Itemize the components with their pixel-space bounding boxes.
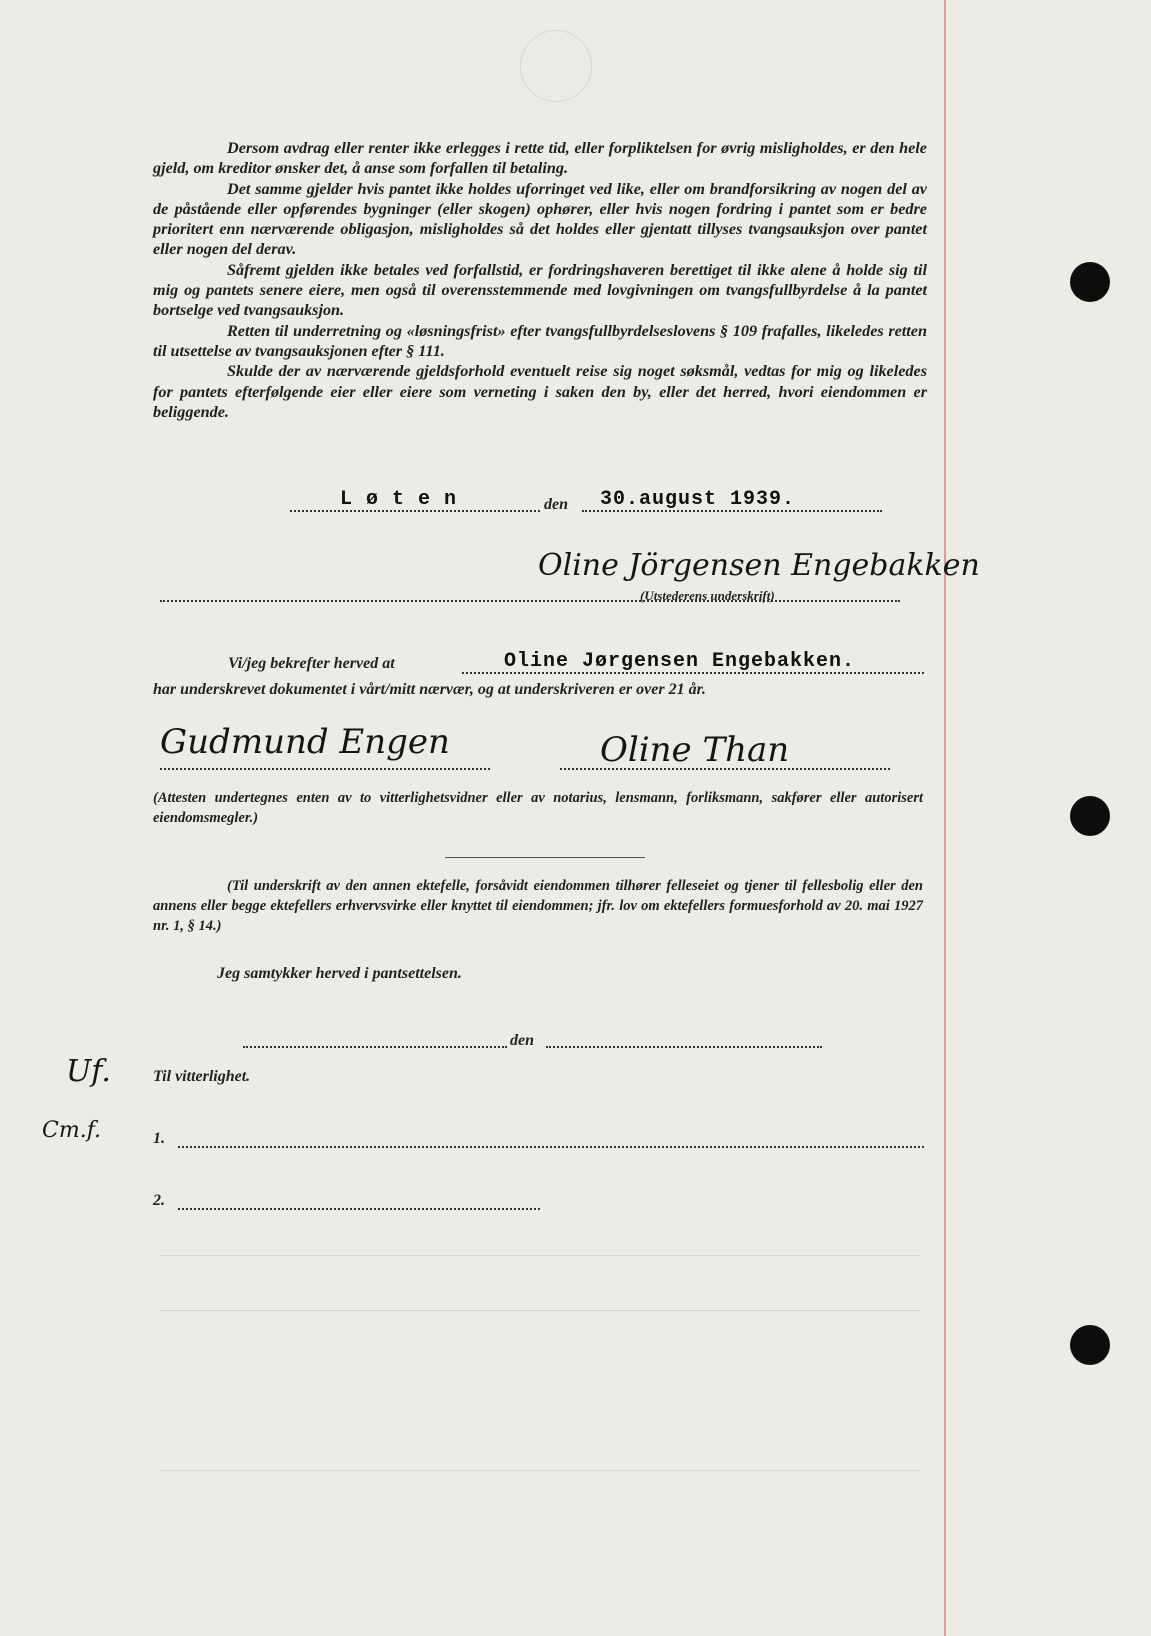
witness-signature-1: Gudmund Engen [160, 722, 450, 762]
clause-5: Skulde der av nærværende gjeldsforhold eventuelt reise sig noget søksmål, vedtas for mig og likeledes for pantets efterfølgende eier eller eiere som verneting i saken den by, eller det herred, hvori eiendommen er beliggende. [153, 362, 927, 421]
vitterlighet-line-1 [178, 1146, 924, 1148]
issuer-dotted-line [160, 600, 900, 602]
punch-hole-top [1070, 262, 1110, 302]
bleed-line-3 [160, 1470, 920, 1471]
spouse-note-text: (Til underskrift av den annen ektefelle, forsåvidt eiendommen tilhører felleseiet og tjener til fellesbolig eller den annens eller begge ektefellers erhvervsvirke eller knyttet til eiendommen; jfr. lov om ektefellers formuesforhold av 20. mai 1927 nr. 1, § 14.) [153, 878, 923, 934]
margin-note-1: Uf. [66, 1054, 111, 1089]
witness-1-dotted-line [160, 768, 490, 770]
blank-place-line [243, 1046, 507, 1048]
bleed-through-stamp [520, 30, 592, 102]
witness-note [153, 788, 923, 828]
place-typed: L ø t e n [340, 488, 458, 511]
clause-2: Det samme gjelder hvis pantet ikke holdes uforringet ved like, eller om brandforsikring av nogen del av de påstående eller opførendes bygninger (eller skogen) ophører, eller hvis nogen fordring i pantet som er bedre prioritert enn nærværende obligasjon, misligholdes så det holdes eller gjentatt tillyses tvangsauksjon over pantet eller nogen del derav. [153, 179, 927, 259]
den-label: den [544, 496, 568, 513]
consent-text: Jeg samtykker herved i pantsettelsen. [217, 965, 462, 982]
margin-note-2: Cm.f. [42, 1118, 102, 1143]
vitterlighet-line-2 [178, 1208, 540, 1210]
witness-2-dotted-line [560, 768, 890, 770]
red-margin-line [944, 0, 946, 1636]
den2-label: den [510, 1032, 534, 1049]
date-typed: 30.august 1939. [600, 488, 796, 511]
separator-line [445, 857, 645, 858]
vitterlighet-title: Til vitterlighet. [153, 1068, 251, 1085]
punch-hole-middle [1070, 796, 1110, 836]
witness-number-2: 2. [153, 1192, 165, 1209]
terms-clauses [153, 138, 927, 422]
issuer-caption: (Utstederens underskrift) [640, 588, 775, 603]
blank-date-line [546, 1046, 822, 1048]
issuer-signature: Oline Jörgensen Engebakken [538, 548, 980, 583]
spouse-note [153, 876, 923, 936]
bleed-line-1 [160, 1255, 920, 1256]
witness-signature-2: Oline Than [600, 730, 790, 770]
clause-4: Retten til underretning og «løsningsfrist» efter tvangsfullbyrdelseslovens § 109 frafalles, likeledes retten til utsettelse av tvangsauksjonen efter § 111. [153, 321, 927, 360]
confirmation-prefix: Vi/jeg bekrefter herved at [228, 655, 395, 672]
witness-note-text: (Attesten undertegnes enten av to vitterlighetsvidner eller av notarius, lensmann, forliksmann, sakfører eller autorisert eiendomsmegler.) [153, 790, 923, 826]
punch-hole-bottom [1070, 1325, 1110, 1365]
clause-1: Dersom avdrag eller renter ikke erlegges i rette tid, eller forpliktelsen for øvrig misligholdes, er den hele gjeld, om kreditor ønsker det, å anse som forfallen til betaling. [153, 139, 927, 178]
confirmation-name-typed: Oline Jørgensen Engebakken. [504, 650, 856, 673]
bleed-line-2 [160, 1310, 920, 1311]
witness-number-1: 1. [153, 1130, 165, 1147]
clause-3: Såfremt gjelden ikke betales ved forfallstid, er fordringshaveren berettiget til ikke alene å holde sig til mig og pantets senere eiere, men også til overensstemmende med lovgivningen om tvangsfullbyrdelse å la pantet bortselge ved tvangsauksjon. [153, 260, 927, 320]
confirmation-line2: har underskrevet dokumentet i vårt/mitt nærvær, og at underskriveren er over 21 år. [153, 681, 706, 698]
